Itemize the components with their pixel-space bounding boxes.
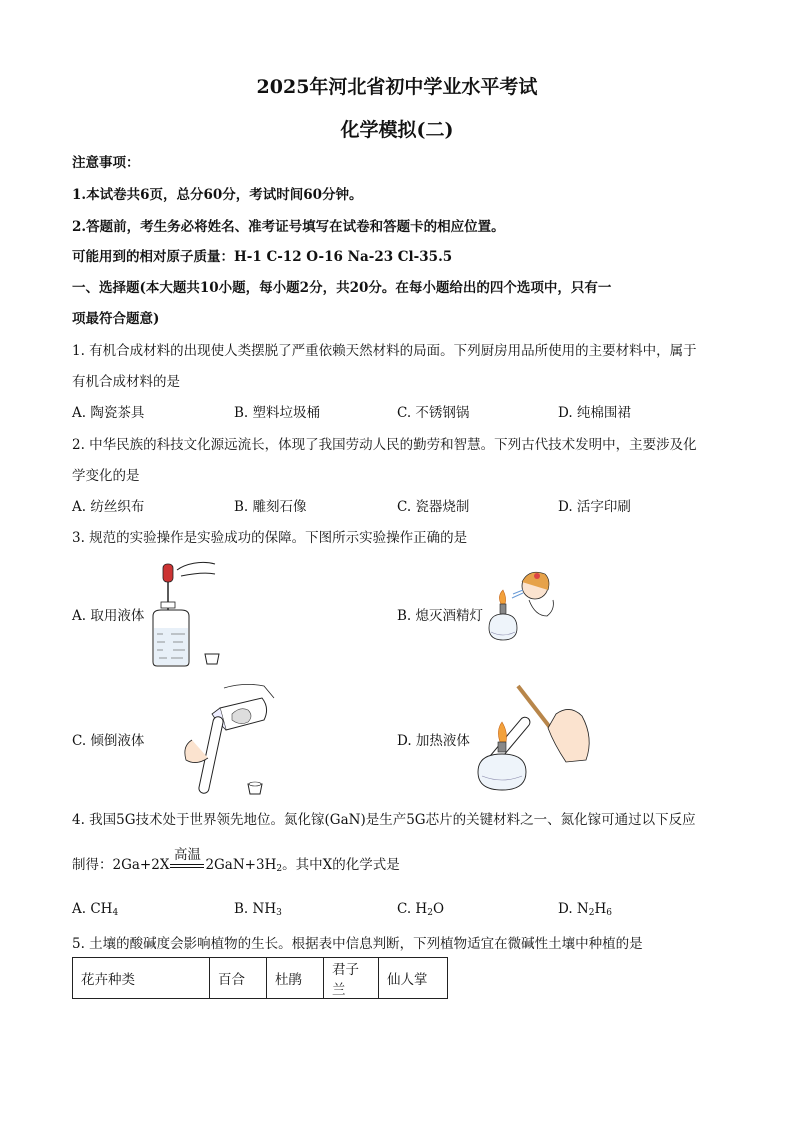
- q3-option-c: C. 倾倒液体: [72, 733, 145, 749]
- q4-reaction-line: [72, 847, 400, 874]
- notes-heading: 注意事项：: [72, 155, 140, 171]
- q2-option-b: B. 雕刻石像: [234, 499, 307, 515]
- table-cell: 仙人掌: [379, 958, 448, 999]
- q2-stem-line1: 2. 中华民族的科技文化源远流长，体现了我国劳动人民的勤劳和智慧。下列古代技术发明中，主要涉及化: [72, 437, 697, 453]
- products-subscript: 2: [276, 864, 283, 874]
- reaction-reactants: 制得：2Ga+2X: [72, 857, 170, 873]
- q2-stem-line2: 学变化的是: [72, 468, 140, 484]
- q5-stem: 5. 土壤的酸碱度会影响植物的生长。根据表中信息判断，下列植物适宜在微碱性土壤中种植的是: [72, 936, 643, 952]
- q2-option-a: A. 纺丝织布: [72, 499, 145, 515]
- dropper-bottle-figure: [145, 556, 225, 668]
- section-heading-line2: 项最符合题意): [72, 311, 160, 327]
- q1-option-d: D. 纯棉围裙: [558, 405, 631, 421]
- pouring-liquid-figure: [172, 680, 277, 800]
- alcohol-lamp-blowing-figure: [485, 566, 560, 656]
- table-cell: 百合: [210, 958, 267, 999]
- q3-stem: 3. 规范的实验操作是实验成功的保障。下图所示实验操作正确的是: [72, 530, 468, 546]
- q2-option-c: C. 瓷器烧制: [397, 499, 470, 515]
- q4-option-c: C. $H_2O$: [397, 901, 445, 918]
- section-heading-line1: 一、选择题(本大题共10小题，每小题2分，共20分。在每小题给出的四个选项中，只有一: [72, 280, 612, 296]
- q3-option-b: B. 熄灭酒精灯: [397, 608, 484, 624]
- q2-option-d: D. 活字印刷: [558, 499, 631, 515]
- flower-ph-table: [72, 957, 448, 999]
- q4-option-b: B. $NH_3$: [234, 901, 282, 918]
- page-title: 2025年河北省初中学业水平考试: [256, 76, 538, 98]
- q1-option-c: C. 不锈钢锅: [397, 405, 470, 421]
- q1-option-a: A. 陶瓷茶具: [72, 405, 145, 421]
- table-cell: 杜鹃: [267, 958, 324, 999]
- q4-option-d: D. $N_2H_6$: [558, 901, 612, 918]
- table-row: [73, 958, 448, 999]
- reaction-arrow: [169, 847, 205, 873]
- q1-stem-line1: 1. 有机合成材料的出现使人类摆脱了严重依赖天然材料的局面。下列厨房用品所使用的主要材料中，属于: [72, 343, 697, 359]
- q3-option-a: A. 取用液体: [72, 608, 145, 624]
- reaction-products: 2GaN+3H: [205, 857, 277, 873]
- q4-option-a: A. $CH_4$: [72, 901, 119, 918]
- q1-option-b: B. 塑料垃圾桶: [234, 405, 321, 421]
- q1-stem-line2: 有机合成材料的是: [72, 374, 180, 390]
- heating-liquid-figure: [470, 680, 595, 798]
- notes-item-1: 1.本试卷共6页，总分60分，考试时间60分钟。: [72, 187, 363, 203]
- table-cell: 花卉种类: [73, 958, 210, 999]
- q3-option-d: D. 加热液体: [397, 733, 470, 749]
- reaction-condition: 高温: [173, 847, 201, 863]
- notes-item-2: 2.答题前，考生务必将姓名、准考证号填写在试卷和答题卡的相应位置。: [72, 219, 505, 235]
- page-subtitle: 化学模拟(二): [340, 119, 454, 141]
- table-cell: 君子兰: [324, 958, 379, 999]
- q4-stem-line1: 4. 我国5G技术处于世界领先地位。氮化镓(GaN)是生产5G芯片的关键材料之一、氮化镓可通过以下反应: [72, 812, 696, 828]
- atomic-mass-line: 可能用到的相对原子质量：H-1 C-12 O-16 Na-23 Cl-35.5: [72, 249, 453, 265]
- reaction-suffix: 。其中X的化学式是: [282, 857, 400, 873]
